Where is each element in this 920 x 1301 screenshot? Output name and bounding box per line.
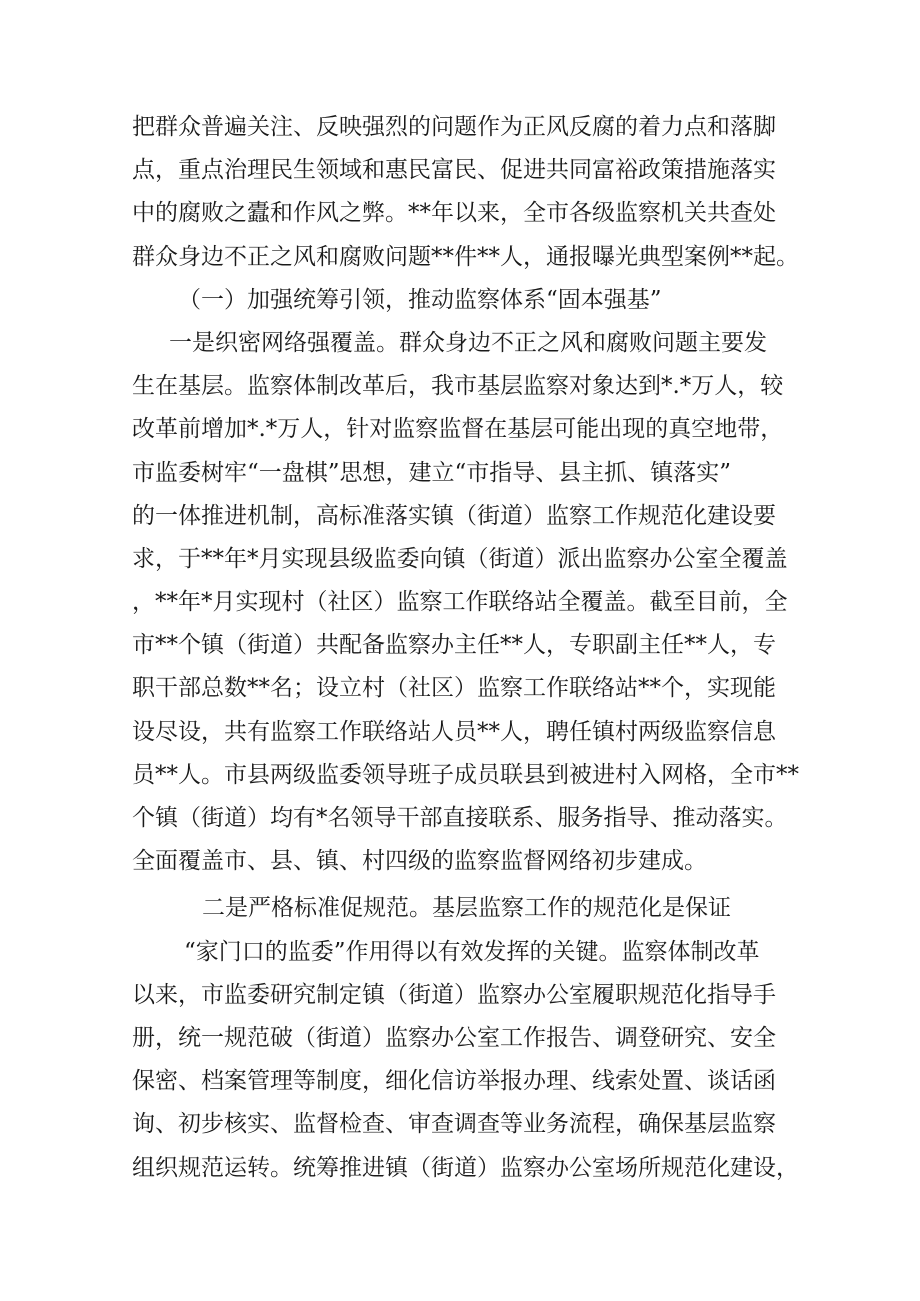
text-line: 一是织密网络强覆盖。群众身边不正之风和腐败问题主要发 <box>169 329 767 356</box>
text-line: 市监委树牢“一盘棋”思想，建立“市指导、县主抓、镇落实” <box>132 459 732 486</box>
text-line: ，**年*月实现村（社区）监察工作联络站全覆盖。截至目前，全 <box>132 589 788 616</box>
text-line: 群众身边不正之风和腐败问题**件**人，通报曝光典型案例**起。 <box>132 243 799 270</box>
paragraph-two <box>132 887 812 1189</box>
text-line: 设尽设，共有监察工作联络站人员**人，聘任镇村两级监察信息 <box>132 718 776 745</box>
text-line: 生在基层。监察体制改革后，我市基层监察对象达到*.*万人，较 <box>132 373 784 400</box>
paragraph-intro <box>132 106 812 279</box>
text-line: 改革前增加*.*万人，针对监察监督在基层可能出现的真空地带， <box>132 416 784 443</box>
paragraph-one <box>132 322 812 883</box>
text-line: 册，统一规范破（街道）监察办公室工作报告、调登研究、安全 <box>132 1024 776 1051</box>
text-line: 组织规范运转。统筹推进镇（街道）监察办公室场所规范化建设， <box>132 1154 799 1181</box>
text-line: 询、初步核实、监督检查、审查调查等业务流程，确保基层监察 <box>132 1111 776 1138</box>
text-line: 全面覆盖市、县、镇、村四级的监察监督网络初步建成。 <box>132 848 707 875</box>
text-line: 员**人。市县两级监委领导班子成员联县到被进村入网格，全市** <box>132 761 799 788</box>
text-line: 个镇（街道）均有*名领导干部直接联系、服务指导、推动落实。 <box>132 805 788 831</box>
section-heading: （一）加强统筹引领，推动监察体系“固本强基” <box>178 286 662 313</box>
text-line: 的一体推进机制，高标准落实镇（街道）监察工作规范化建设要 <box>132 502 776 529</box>
text-line: 中的腐败之蠹和作风之弊。**年以来，全市各级监察机关共查处 <box>132 200 776 227</box>
text-line: 点，重点治理民生领域和惠民富民、促进共同富裕政策措施落实 <box>132 157 776 184</box>
document-body <box>132 106 812 1190</box>
text-line: 以来，市监委研究制定镇（街道）监察办公室履职规范化指导手 <box>132 981 776 1008</box>
text-line: 二是严格标准促规范。基层监察工作的规范化是保证 <box>202 895 731 922</box>
text-line: 职干部总数**名；设立村（社区）监察工作联络站**个，实现能 <box>132 675 776 702</box>
text-line: “家门口的监委”作用得以有效发挥的关键。监察体制改革 <box>184 938 760 965</box>
text-line: 市**个镇（街道）共配备监察办主任**人，专职副主任**人，专 <box>132 632 776 659</box>
text-line: 求，于**年*月实现县级监委向镇（街道）派出监察办公室全覆盖 <box>132 545 788 572</box>
text-line: 保密、档案管理等制度，细化信访举报办理、线索处置、谈话函 <box>132 1068 776 1095</box>
text-line: 把群众普遍关注、反映强烈的问题作为正风反腐的着力点和落脚 <box>132 114 776 140</box>
